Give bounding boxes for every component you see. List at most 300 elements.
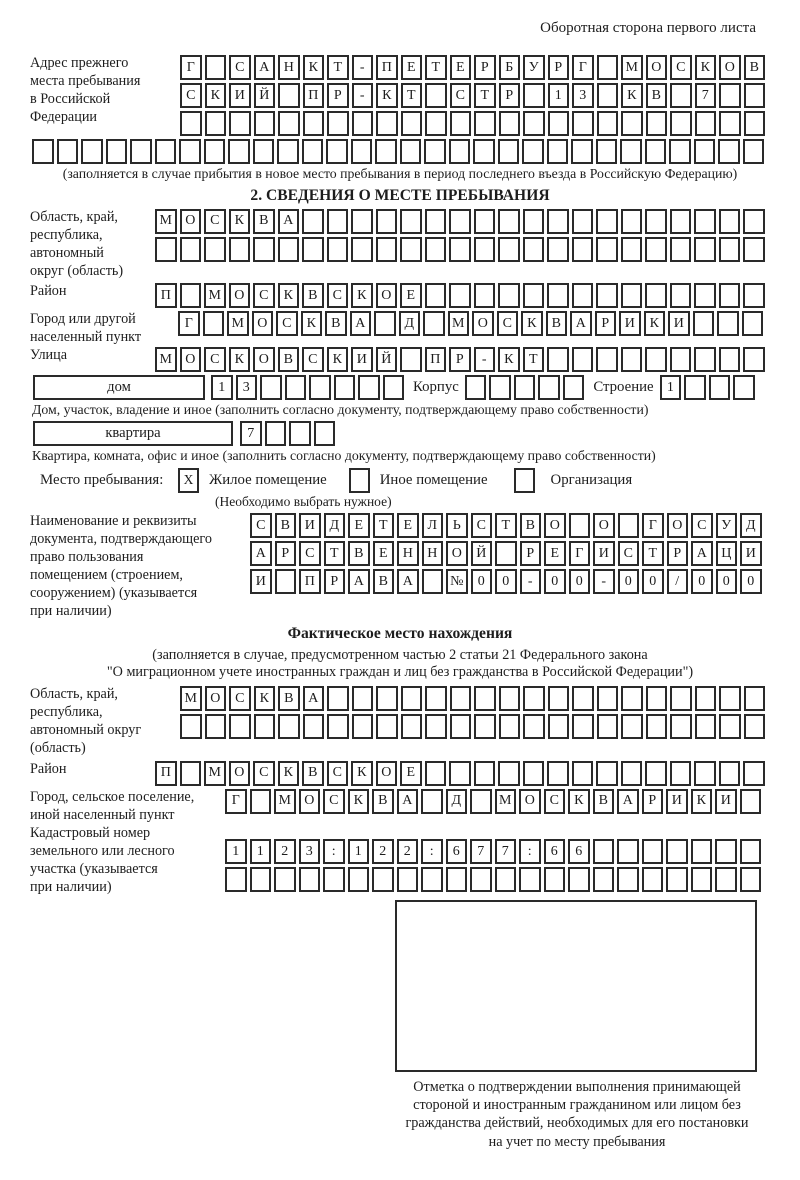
char-cell: [383, 375, 405, 400]
char-cell: [205, 55, 227, 80]
char-cell: [596, 139, 618, 164]
char-cell: [719, 111, 741, 136]
char-cell: К: [568, 789, 590, 814]
char-cell: [250, 789, 272, 814]
char-cell: [670, 209, 692, 234]
char-cell: [374, 311, 396, 336]
char-cell: [495, 541, 517, 566]
char-cell: 2: [372, 839, 394, 864]
char-cell: -: [352, 55, 374, 80]
char-cell: [621, 714, 643, 739]
char-cell: [742, 311, 764, 336]
char-cell: [327, 111, 349, 136]
oblast-row-1: [155, 209, 765, 234]
char-cell: С: [302, 347, 324, 372]
char-cell: В: [278, 347, 300, 372]
char-cell: [446, 867, 468, 892]
checkbox-organizatsiya: [514, 468, 535, 493]
label-line: республика,: [30, 226, 103, 243]
char-cell: У: [716, 513, 738, 538]
char-cell: [473, 139, 495, 164]
field-oblast: [30, 209, 770, 281]
char-cell: Т: [373, 513, 395, 538]
char-cell: [309, 375, 331, 400]
char-cell: [719, 347, 741, 372]
char-cell: Н: [397, 541, 419, 566]
char-cell: [572, 111, 594, 136]
char-cell: 3: [236, 375, 258, 400]
char-cell: Д: [740, 513, 762, 538]
field-kadastr: [30, 825, 770, 897]
field-fact-oblast: [30, 686, 770, 758]
char-cell: В: [373, 569, 395, 594]
char-cell: 0: [740, 569, 762, 594]
char-cell: И: [619, 311, 641, 336]
char-cell: [740, 839, 762, 864]
doc-row-2: [250, 541, 762, 566]
label-line: участка (указывается: [30, 861, 158, 878]
char-cell: 3: [299, 839, 321, 864]
char-cell: 1: [225, 839, 247, 864]
char-cell: [204, 139, 226, 164]
mesto-note: (Необходимо выбрать нужное): [215, 493, 392, 509]
char-cell: [474, 209, 496, 234]
ulitsa-grid: [155, 347, 765, 372]
char-cell: О: [205, 686, 227, 711]
char-cell: [547, 283, 569, 308]
char-cell: [498, 209, 520, 234]
char-cell: М: [274, 789, 296, 814]
char-cell: [523, 237, 545, 262]
char-cell: А: [397, 789, 419, 814]
char-cell: Ь: [446, 513, 468, 538]
char-cell: С: [618, 541, 640, 566]
char-cell: [229, 237, 251, 262]
char-cell: [572, 714, 594, 739]
char-cell: К: [621, 83, 643, 108]
char-cell: [498, 139, 520, 164]
char-cell: [474, 283, 496, 308]
char-cell: Д: [324, 513, 346, 538]
char-cell: [670, 686, 692, 711]
char-cell: 1: [250, 839, 272, 864]
field-gorod: [30, 311, 770, 347]
kadastr-grid: [225, 839, 761, 892]
char-cell: Д: [446, 789, 468, 814]
char-cell: [740, 867, 762, 892]
char-cell: В: [278, 686, 300, 711]
char-cell: [314, 421, 336, 446]
char-cell: [289, 421, 311, 446]
char-cell: [666, 839, 688, 864]
fact-gorod-label: [30, 789, 225, 825]
char-cell: [372, 867, 394, 892]
char-cell: [327, 237, 349, 262]
char-cell: С: [497, 311, 519, 336]
gorod-label: [30, 311, 178, 347]
label-line: при наличии): [30, 879, 112, 896]
char-cell: [617, 867, 639, 892]
char-cell: О: [299, 789, 321, 814]
char-cell: [204, 237, 226, 262]
char-cell: [548, 686, 570, 711]
option-organizatsiya-label: Организация: [550, 471, 633, 488]
char-cell: [744, 111, 766, 136]
char-cell: [547, 347, 569, 372]
char-cell: [694, 209, 716, 234]
char-cell: 0: [691, 569, 713, 594]
label-line: Наименование и реквизиты: [30, 513, 197, 530]
prev-address-note: (заполняется в случае прибытия в новое место пребывания в период последнего въезда в Российскую Федерацию): [62, 166, 738, 181]
char-cell: Р: [275, 541, 297, 566]
char-cell: [646, 111, 668, 136]
char-cell: [498, 283, 520, 308]
char-cell: [180, 761, 202, 786]
field-ulitsa: [30, 347, 770, 372]
field-fact-gorod: [30, 789, 770, 825]
char-cell: Н: [422, 541, 444, 566]
raion-label: Район: [30, 283, 67, 300]
char-cell: [425, 283, 447, 308]
char-cell: [670, 714, 692, 739]
char-cell: [376, 237, 398, 262]
char-cell: Р: [474, 55, 496, 80]
char-cell: О: [472, 311, 494, 336]
char-cell: [691, 839, 713, 864]
prev-address-row-4: [32, 139, 770, 164]
kvartira-grid: [240, 421, 335, 446]
char-cell: [203, 311, 225, 336]
char-cell: С: [327, 761, 349, 786]
fact-raion-label: Район: [30, 760, 67, 777]
char-cell: 2: [274, 839, 296, 864]
char-cell: [740, 789, 762, 814]
char-cell: [715, 839, 737, 864]
doc-grid: [250, 513, 762, 594]
page-header: Оборотная сторона первого листа: [540, 20, 756, 36]
field-raion: [30, 283, 770, 308]
char-cell: У: [523, 55, 545, 80]
label-line: право пользования: [30, 549, 144, 566]
char-cell: К: [644, 311, 666, 336]
char-cell: [514, 375, 536, 400]
char-cell: М: [495, 789, 517, 814]
char-cell: [621, 209, 643, 234]
char-cell: 6: [544, 839, 566, 864]
char-cell: [278, 83, 300, 108]
char-cell: Е: [401, 55, 423, 80]
dom-note: Дом, участок, владение и иное (заполнить согласно документу, подтверждающему право собственности): [32, 402, 649, 418]
char-cell: [642, 867, 664, 892]
checkbox-zhiloe: X: [178, 468, 199, 493]
char-cell: 0: [495, 569, 517, 594]
char-cell: [253, 139, 275, 164]
char-cell: И: [351, 347, 373, 372]
char-cell: [474, 111, 496, 136]
char-cell: Е: [397, 513, 419, 538]
char-cell: [695, 111, 717, 136]
char-cell: 0: [471, 569, 493, 594]
char-cell: [572, 347, 594, 372]
char-cell: В: [253, 209, 275, 234]
dom-grid: [211, 375, 404, 400]
char-cell: К: [376, 83, 398, 108]
char-cell: [81, 139, 103, 164]
char-cell: [425, 111, 447, 136]
char-cell: [499, 111, 521, 136]
char-cell: [733, 375, 755, 400]
char-cell: [424, 139, 446, 164]
char-cell: [597, 714, 619, 739]
char-cell: 0: [716, 569, 738, 594]
char-cell: Г: [178, 311, 200, 336]
char-cell: [449, 237, 471, 262]
char-cell: [470, 867, 492, 892]
char-cell: [474, 686, 496, 711]
char-cell: [285, 375, 307, 400]
char-cell: Р: [548, 55, 570, 80]
label-line: автономный округ: [30, 721, 142, 738]
char-cell: 3: [572, 83, 594, 108]
label-line: Кадастровый номер: [30, 825, 151, 842]
char-cell: [523, 686, 545, 711]
char-cell: Р: [324, 569, 346, 594]
char-cell: [155, 139, 177, 164]
char-cell: О: [229, 761, 251, 786]
char-cell: [719, 283, 741, 308]
section-2-title: 2. СВЕДЕНИЯ О МЕСТЕ ПРЕБЫВАНИЯ: [250, 186, 550, 204]
char-cell: 0: [544, 569, 566, 594]
char-cell: [694, 139, 716, 164]
label-line: в Российской: [30, 90, 111, 107]
char-cell: М: [621, 55, 643, 80]
char-cell: А: [278, 209, 300, 234]
char-cell: [155, 237, 177, 262]
char-cell: [265, 421, 287, 446]
prev-address-row-2: [180, 83, 765, 108]
char-cell: [450, 714, 472, 739]
char-cell: [519, 867, 541, 892]
char-cell: [351, 237, 373, 262]
char-cell: [277, 139, 299, 164]
char-cell: [523, 111, 545, 136]
char-cell: [694, 761, 716, 786]
char-cell: [130, 139, 152, 164]
field-prev-address: [30, 55, 770, 136]
char-cell: К: [351, 761, 373, 786]
char-cell: [597, 55, 619, 80]
char-cell: К: [205, 83, 227, 108]
char-cell: [621, 111, 643, 136]
char-cell: [597, 686, 619, 711]
char-cell: 0: [618, 569, 640, 594]
char-cell: [303, 111, 325, 136]
char-cell: [180, 111, 202, 136]
char-cell: [571, 139, 593, 164]
char-cell: №: [446, 569, 468, 594]
char-cell: С: [250, 513, 272, 538]
char-cell: Д: [399, 311, 421, 336]
char-cell: Г: [569, 541, 591, 566]
char-cell: Е: [400, 283, 422, 308]
raion-grid: [155, 283, 765, 308]
char-cell: :: [519, 839, 541, 864]
char-cell: [547, 237, 569, 262]
char-cell: Т: [523, 347, 545, 372]
ulitsa-label: Улица: [30, 347, 68, 364]
char-cell: П: [299, 569, 321, 594]
char-cell: [744, 686, 766, 711]
char-cell: К: [351, 283, 373, 308]
char-cell: Р: [520, 541, 542, 566]
char-cell: Е: [373, 541, 395, 566]
char-cell: [250, 867, 272, 892]
char-cell: [743, 761, 765, 786]
char-cell: [569, 513, 591, 538]
char-cell: [225, 867, 247, 892]
char-cell: [376, 111, 398, 136]
char-cell: А: [570, 311, 592, 336]
label-line: Область, край,: [30, 208, 118, 225]
char-cell: [719, 761, 741, 786]
char-cell: В: [325, 311, 347, 336]
char-cell: [670, 111, 692, 136]
fact-oblast-label: [30, 686, 180, 758]
char-cell: Е: [400, 761, 422, 786]
char-cell: [596, 209, 618, 234]
kvartira-box: квартира: [33, 421, 233, 446]
char-cell: К: [229, 347, 251, 372]
doc-row-3: [250, 569, 762, 594]
char-cell: [327, 686, 349, 711]
char-cell: К: [301, 311, 323, 336]
char-cell: [572, 237, 594, 262]
char-cell: [450, 111, 472, 136]
char-cell: В: [646, 83, 668, 108]
char-cell: М: [180, 686, 202, 711]
char-cell: Е: [544, 541, 566, 566]
char-cell: [401, 686, 423, 711]
char-cell: [593, 839, 615, 864]
char-cell: [302, 139, 324, 164]
label-line: автономный: [30, 244, 104, 261]
char-cell: О: [180, 209, 202, 234]
char-cell: Т: [425, 55, 447, 80]
dom-row: [30, 375, 770, 400]
char-cell: Г: [642, 513, 664, 538]
char-cell: [421, 867, 443, 892]
char-cell: 0: [642, 569, 664, 594]
char-cell: [718, 139, 740, 164]
char-cell: О: [446, 541, 468, 566]
stamp-box: [395, 900, 757, 1072]
char-cell: [278, 714, 300, 739]
char-cell: [523, 83, 545, 108]
char-cell: С: [691, 513, 713, 538]
char-cell: [498, 237, 520, 262]
char-cell: [717, 311, 739, 336]
char-cell: И: [666, 789, 688, 814]
char-cell: С: [204, 209, 226, 234]
char-cell: [376, 686, 398, 711]
char-cell: [691, 867, 713, 892]
char-cell: [180, 714, 202, 739]
char-cell: [597, 111, 619, 136]
label-line: документа, подтверждающего: [30, 531, 212, 548]
char-cell: [596, 761, 618, 786]
char-cell: К: [691, 789, 713, 814]
fact-oblast-row-1: [180, 686, 765, 711]
char-cell: [205, 111, 227, 136]
char-cell: [400, 347, 422, 372]
char-cell: [645, 209, 667, 234]
char-cell: Т: [642, 541, 664, 566]
char-cell: Ц: [716, 541, 738, 566]
char-cell: [694, 237, 716, 262]
char-cell: С: [204, 347, 226, 372]
char-cell: [498, 761, 520, 786]
char-cell: К: [348, 789, 370, 814]
char-cell: В: [372, 789, 394, 814]
char-cell: М: [155, 209, 177, 234]
char-cell: П: [303, 83, 325, 108]
char-cell: [450, 686, 472, 711]
kadastr-row-1: [225, 839, 761, 864]
char-cell: [348, 867, 370, 892]
char-cell: С: [180, 83, 202, 108]
oblast-label: [30, 209, 155, 281]
char-cell: А: [397, 569, 419, 594]
char-cell: [547, 209, 569, 234]
char-cell: [32, 139, 54, 164]
mesto-row: [40, 468, 770, 493]
char-cell: Г: [225, 789, 247, 814]
fact-oblast-grid: [180, 686, 765, 739]
doc-label: [30, 513, 250, 620]
char-cell: [642, 839, 664, 864]
char-cell: С: [299, 541, 321, 566]
char-cell: [299, 867, 321, 892]
char-cell: -: [593, 569, 615, 594]
char-cell: [617, 839, 639, 864]
char-cell: [400, 139, 422, 164]
char-cell: [621, 761, 643, 786]
char-cell: С: [253, 283, 275, 308]
char-cell: [523, 283, 545, 308]
char-cell: [645, 761, 667, 786]
label-line: при наличии): [30, 602, 112, 619]
char-cell: 1: [348, 839, 370, 864]
char-cell: [180, 237, 202, 262]
char-cell: [449, 209, 471, 234]
char-cell: Р: [642, 789, 664, 814]
label-line: округ (область): [30, 262, 124, 279]
char-cell: Л: [422, 513, 444, 538]
char-cell: К: [229, 209, 251, 234]
prev-address-grid: [180, 55, 765, 136]
char-cell: 1: [548, 83, 570, 108]
char-cell: [646, 686, 668, 711]
char-cell: В: [275, 513, 297, 538]
char-cell: [597, 83, 619, 108]
label-line: Область, край,: [30, 686, 118, 703]
char-cell: Т: [495, 513, 517, 538]
char-cell: 6: [446, 839, 468, 864]
kadastr-label: [30, 825, 225, 897]
char-cell: И: [593, 541, 615, 566]
char-cell: [57, 139, 79, 164]
char-cell: [743, 283, 765, 308]
